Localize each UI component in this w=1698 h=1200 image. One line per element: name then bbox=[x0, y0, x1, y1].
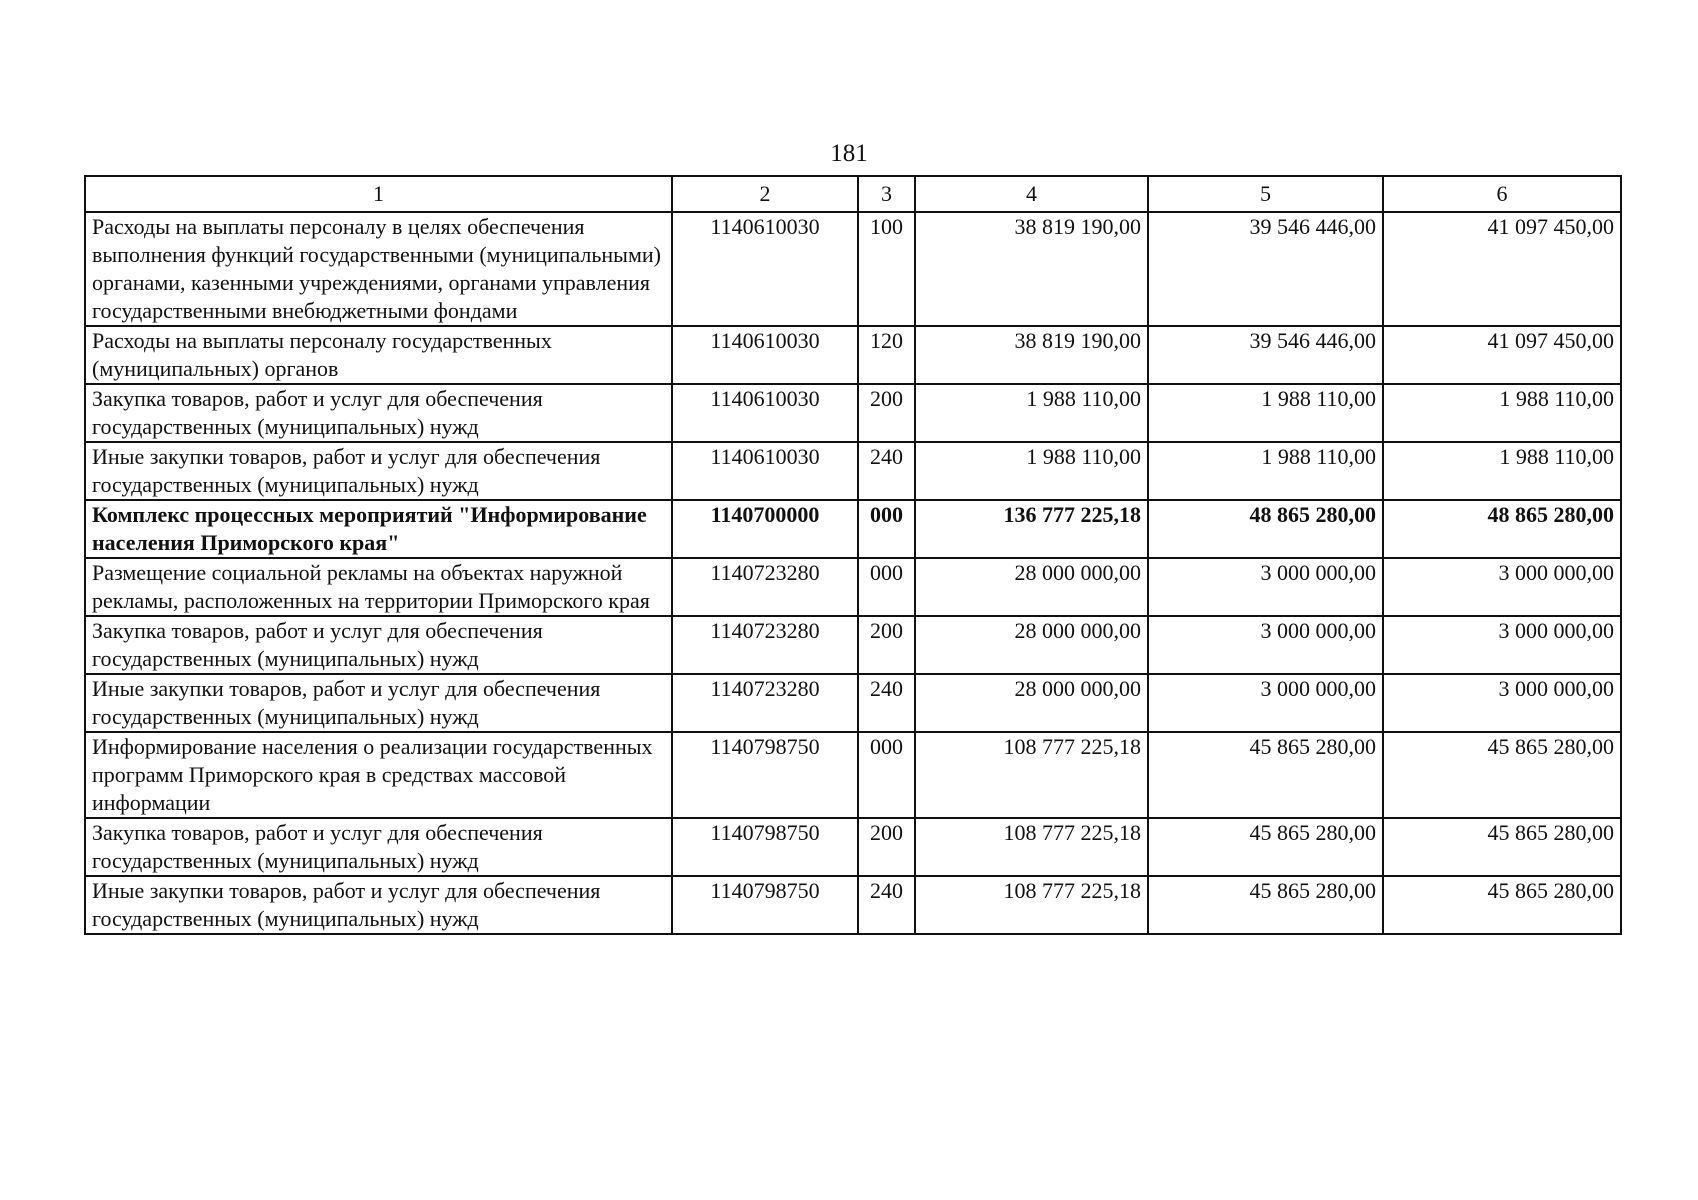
row-code-cell: 1140610030 bbox=[672, 384, 858, 442]
row-value-col6: 3 000 000,00 bbox=[1383, 616, 1621, 674]
row-value-col4: 28 000 000,00 bbox=[915, 674, 1148, 732]
row-value-col4: 38 819 190,00 bbox=[915, 326, 1148, 384]
row-value-col5: 39 546 446,00 bbox=[1148, 212, 1383, 326]
row-value-col5: 1 988 110,00 bbox=[1148, 442, 1383, 500]
row-type-cell: 240 bbox=[858, 876, 915, 934]
row-name-cell: Иные закупки товаров, работ и услуг для обеспечения государственных (муниципальных) нужд bbox=[85, 442, 672, 500]
row-value-col5: 1 988 110,00 bbox=[1148, 384, 1383, 442]
page-number: 181 bbox=[830, 140, 868, 167]
row-value-col6: 41 097 450,00 bbox=[1383, 212, 1621, 326]
row-code-cell: 1140798750 bbox=[672, 876, 858, 934]
row-name-cell: Комплекс процессных мероприятий "Информирование населения Приморского края" bbox=[85, 500, 672, 558]
row-type-cell: 000 bbox=[858, 732, 915, 818]
row-code-cell: 1140610030 bbox=[672, 326, 858, 384]
row-type-cell: 200 bbox=[858, 616, 915, 674]
row-value-col4: 136 777 225,18 bbox=[915, 500, 1148, 558]
column-header: 1 bbox=[85, 176, 672, 212]
row-value-col4: 108 777 225,18 bbox=[915, 732, 1148, 818]
row-value-col4: 108 777 225,18 bbox=[915, 818, 1148, 876]
row-value-col5: 45 865 280,00 bbox=[1148, 818, 1383, 876]
row-code-cell: 1140723280 bbox=[672, 674, 858, 732]
row-code-cell: 1140610030 bbox=[672, 212, 858, 326]
row-value-col5: 39 546 446,00 bbox=[1148, 326, 1383, 384]
row-value-col5: 3 000 000,00 bbox=[1148, 558, 1383, 616]
row-code-cell: 1140610030 bbox=[672, 442, 858, 500]
row-type-cell: 000 bbox=[858, 500, 915, 558]
row-name-cell: Закупка товаров, работ и услуг для обеспечения государственных (муниципальных) нужд bbox=[85, 384, 672, 442]
row-value-col5: 45 865 280,00 bbox=[1148, 876, 1383, 934]
column-header: 4 bbox=[915, 176, 1148, 212]
row-value-col6: 41 097 450,00 bbox=[1383, 326, 1621, 384]
table-row bbox=[85, 818, 1621, 876]
table-row bbox=[85, 212, 1621, 326]
table-row bbox=[85, 674, 1621, 732]
row-name-cell: Расходы на выплаты персоналу в целях обеспечения выполнения функций государственными (муниципальными) органами, казенными учреждениями, органами управления государственными внебюджетными фондами bbox=[85, 212, 672, 326]
row-value-col6: 1 988 110,00 bbox=[1383, 442, 1621, 500]
row-value-col5: 3 000 000,00 bbox=[1148, 674, 1383, 732]
row-value-col4: 28 000 000,00 bbox=[915, 558, 1148, 616]
row-code-cell: 1140723280 bbox=[672, 616, 858, 674]
row-value-col6: 45 865 280,00 bbox=[1383, 732, 1621, 818]
table-body bbox=[85, 212, 1621, 934]
row-type-cell: 000 bbox=[858, 558, 915, 616]
column-header: 2 bbox=[672, 176, 858, 212]
row-name-cell: Закупка товаров, работ и услуг для обеспечения государственных (муниципальных) нужд bbox=[85, 818, 672, 876]
table-header-row bbox=[85, 176, 1621, 212]
row-code-cell: 1140798750 bbox=[672, 818, 858, 876]
table-row bbox=[85, 326, 1621, 384]
row-value-col6: 45 865 280,00 bbox=[1383, 876, 1621, 934]
row-value-col4: 1 988 110,00 bbox=[915, 384, 1148, 442]
column-header: 6 bbox=[1383, 176, 1621, 212]
row-name-cell: Размещение социальной рекламы на объектах наружной рекламы, расположенных на территории Приморского края bbox=[85, 558, 672, 616]
row-type-cell: 240 bbox=[858, 674, 915, 732]
row-code-cell: 1140798750 bbox=[672, 732, 858, 818]
row-name-cell: Иные закупки товаров, работ и услуг для обеспечения государственных (муниципальных) нужд bbox=[85, 876, 672, 934]
table-row bbox=[85, 616, 1621, 674]
table-row bbox=[85, 500, 1621, 558]
column-header: 5 bbox=[1148, 176, 1383, 212]
table-row bbox=[85, 732, 1621, 818]
row-type-cell: 100 bbox=[858, 212, 915, 326]
row-value-col6: 48 865 280,00 bbox=[1383, 500, 1621, 558]
row-value-col5: 3 000 000,00 bbox=[1148, 616, 1383, 674]
row-type-cell: 200 bbox=[858, 818, 915, 876]
row-value-col4: 38 819 190,00 bbox=[915, 212, 1148, 326]
row-value-col4: 28 000 000,00 bbox=[915, 616, 1148, 674]
row-type-cell: 200 bbox=[858, 384, 915, 442]
budget-table bbox=[84, 175, 1622, 935]
row-name-cell: Информирование населения о реализации государственных программ Приморского края в средствах массовой информации bbox=[85, 732, 672, 818]
row-type-cell: 240 bbox=[858, 442, 915, 500]
row-value-col6: 3 000 000,00 bbox=[1383, 558, 1621, 616]
row-value-col4: 1 988 110,00 bbox=[915, 442, 1148, 500]
row-name-cell: Иные закупки товаров, работ и услуг для обеспечения государственных (муниципальных) нужд bbox=[85, 674, 672, 732]
row-value-col6: 1 988 110,00 bbox=[1383, 384, 1621, 442]
row-value-col4: 108 777 225,18 bbox=[915, 876, 1148, 934]
row-value-col5: 45 865 280,00 bbox=[1148, 732, 1383, 818]
table-row bbox=[85, 876, 1621, 934]
row-value-col6: 3 000 000,00 bbox=[1383, 674, 1621, 732]
row-type-cell: 120 bbox=[858, 326, 915, 384]
table-row bbox=[85, 442, 1621, 500]
row-code-cell: 1140700000 bbox=[672, 500, 858, 558]
column-header: 3 bbox=[858, 176, 915, 212]
table-row bbox=[85, 558, 1621, 616]
table-row bbox=[85, 384, 1621, 442]
row-code-cell: 1140723280 bbox=[672, 558, 858, 616]
row-value-col5: 48 865 280,00 bbox=[1148, 500, 1383, 558]
row-name-cell: Расходы на выплаты персоналу государственных (муниципальных) органов bbox=[85, 326, 672, 384]
row-value-col6: 45 865 280,00 bbox=[1383, 818, 1621, 876]
row-name-cell: Закупка товаров, работ и услуг для обеспечения государственных (муниципальных) нужд bbox=[85, 616, 672, 674]
